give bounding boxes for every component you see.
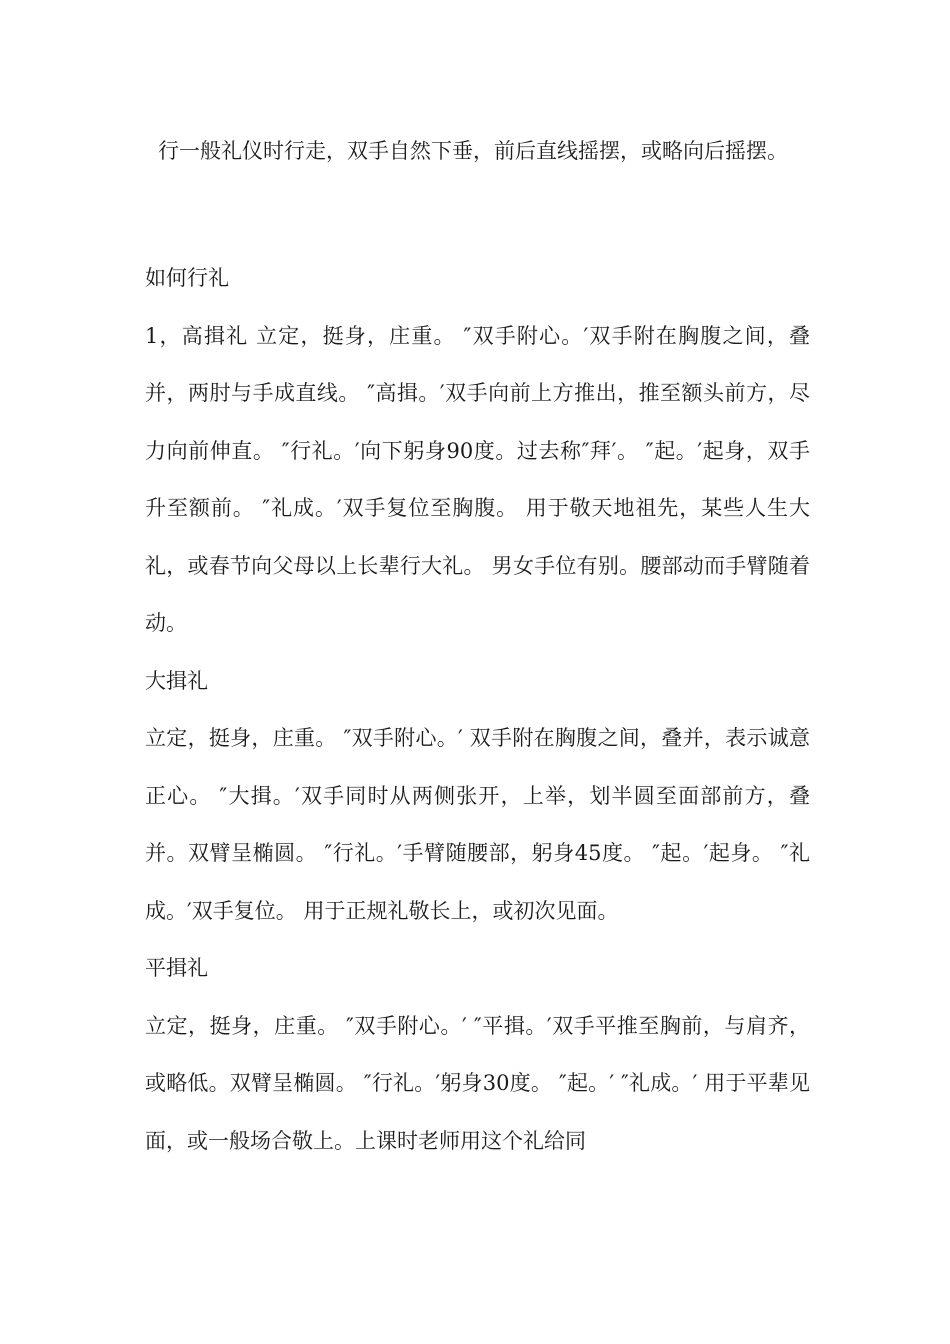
- document-body: [145, 250, 810, 1170]
- paragraph-ping-yi-li: 立定，挺身，庄重。 ″双手附心。′ ″平揖。′双手平推至胸前，与肩齐，或略低。双臂呈椭圆。 ″行礼。′躬身30度。 ″起。′ ″礼成。′ 用于平辈见面，或一般场合敬上。上课时老师用这个礼给同: [145, 1013, 810, 1153]
- paragraph-da-yi-li: 立定，挺身，庄重。 ″双手附心。′ 双手附在胸腹之间，叠并，表示诚意正心。 ″大揖。′双手同时从两侧张开，上举，划半圆至面部前方，叠并。双臂呈椭圆。 ″行礼。′手臂随腰部，躬身45度。 ″起。′起身。 ″礼成。′双手复位。 用于正规礼敬长上，或初次见面。: [145, 726, 810, 923]
- paragraph-gao-yi-li: 1，高揖礼 立定，挺身，庄重。 ″双手附心。′双手附在胸腹之间，叠并，两肘与手成直线。 ″高揖。′双手向前上方推出，推至额头前方，尽力向前伸直。 ″行礼。′向下躬身90度。过去称″拜′。 ″起。′起身，双手升至额前。 ″礼成。′双手复位至胸腹。 用于敬天地祖先，某些人生大礼，或春节向父母以上长辈行大礼。 男女手位有别。腰部动而手臂随着动。: [145, 323, 810, 635]
- heading-da-yi-li: 大揖礼: [145, 668, 208, 693]
- heading-ping-yi-li: 平揖礼: [145, 956, 208, 980]
- intro-paragraph: 行一般礼仪时行走，双手自然下垂，前后直线摇摆，或略向后摇摆。: [158, 139, 788, 163]
- heading-how-to-salute: 如何行礼: [145, 266, 229, 290]
